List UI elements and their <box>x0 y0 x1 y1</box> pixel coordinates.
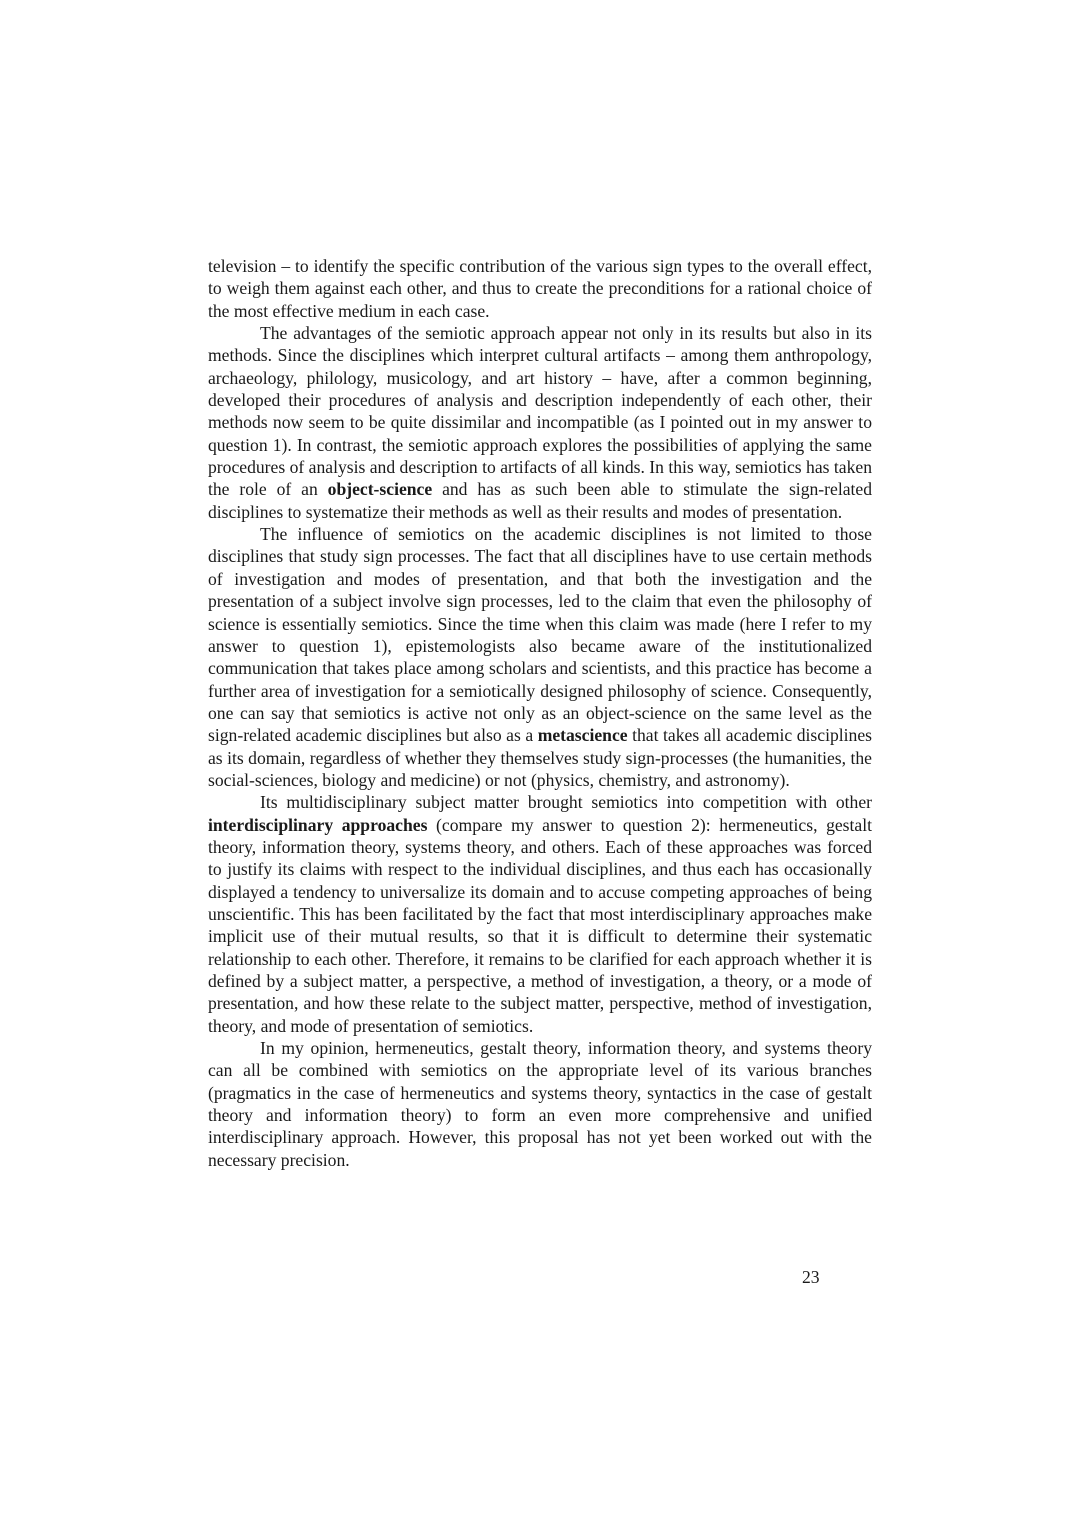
paragraph-3-text-before: The influence of semiotics on the academic disciplines is not limited to those disciplines that study sign processes. The fact that all disciplines have to use certain methods of investigation and modes of presentation, and that both the investigation and the presentation of a subject involve sign processes, led to the claim that even the philosophy of science is essentially semiotics. Since the time when this claim was made (here I refer to my answer to question 1), epistemologists also became aware of the institutionalized communication that takes place among scholars and scientists, and this practice has become a further area of investigation for a semiotically designed philosophy of science. Consequently, one can say that semiotics is active not only as an object-science on the same level as the sign-related academic disciplines but also as a <box>208 524 872 746</box>
paragraph-1-text: television – to identify the specific contribution of the various sign types to the overall effect, to weigh them against each other, and thus to create the preconditions for a rational choice of the most effective medium in each case. <box>208 256 872 321</box>
paragraph-5 <box>208 1037 872 1171</box>
paragraph-2-text-after: and has as such been able to stimulate the sign-related disciplines to systematize their methods as well as their results and modes of presentation. <box>208 479 873 522</box>
paragraph-3-text-after: that takes all academic disciplines as its domain, regardless of whether they themselves study sign-processes (the humanities, the social-sciences, biology and medicine) or not (physics, chemistry, and astronomy). <box>208 725 872 790</box>
paragraph-5-text: In my opinion, hermeneutics, gestalt theory, information theory, and systems theory can all be combined with semiotics on the appropriate level of its various branches (pragmatics in the case of hermeneutics and systems theory, syntactics in the case of gestalt theory and information theory) to form an even more comprehensive and unified interdisciplinary approach. However, this proposal has not yet been worked out with the necessary precision. <box>208 1038 872 1170</box>
paragraph-4-text-after: (compare my answer to question 2): hermeneutics, gestalt theory, information theory, systems theory, and others. Each of these approaches was forced to justify its claims with respect to the individual disciplines, and thus each has occasionally displayed a tendency to universalize its domain and to accuse competing approaches of being unscientific. This has been facilitated by the fact that most interdisciplinary approaches make implicit use of their mutual results, so that it is difficult to determine their systematic relationship to each other. Therefore, it remains to be clarified for each approach whether it is defined by a subject matter, a perspective, a method of investigation, a theory, or a mode of presentation, and how these relate to the subject matter, perspective, method of investigation, theory, and mode of presentation of semiotics. <box>208 814 873 1036</box>
paragraph-4-text-before: Its multidisciplinary subject matter brought semiotics into competition with other <box>260 792 872 813</box>
page-number: 23 <box>802 1267 820 1287</box>
paragraph-4 <box>208 791 872 1037</box>
term-object-science: object-science <box>327 479 433 500</box>
term-metascience: metascience <box>537 725 628 746</box>
paragraph-1 <box>208 255 872 322</box>
body-text <box>208 255 872 1171</box>
paragraph-3 <box>208 523 872 791</box>
paragraph-2-text-before: The advantages of the semiotic approach appear not only in its results but also in its methods. Since the disciplines which interpret cultural artifacts – among them anthropology, archaeology, philology, musicology, and art history – have, after a common beginning, developed their procedures of analysis and description independently of each other, their methods now seem to be quite dissimilar and incompatible (as I pointed out in my answer to question 1). In contrast, the semiotic approach explores the possibilities of applying the same procedures of analysis and description to artifacts of all kinds. In this way, semiotics has taken the role of an <box>208 323 872 500</box>
term-interdisciplinary-approaches: interdisciplinary approaches <box>208 814 428 835</box>
paragraph-2 <box>208 322 872 523</box>
